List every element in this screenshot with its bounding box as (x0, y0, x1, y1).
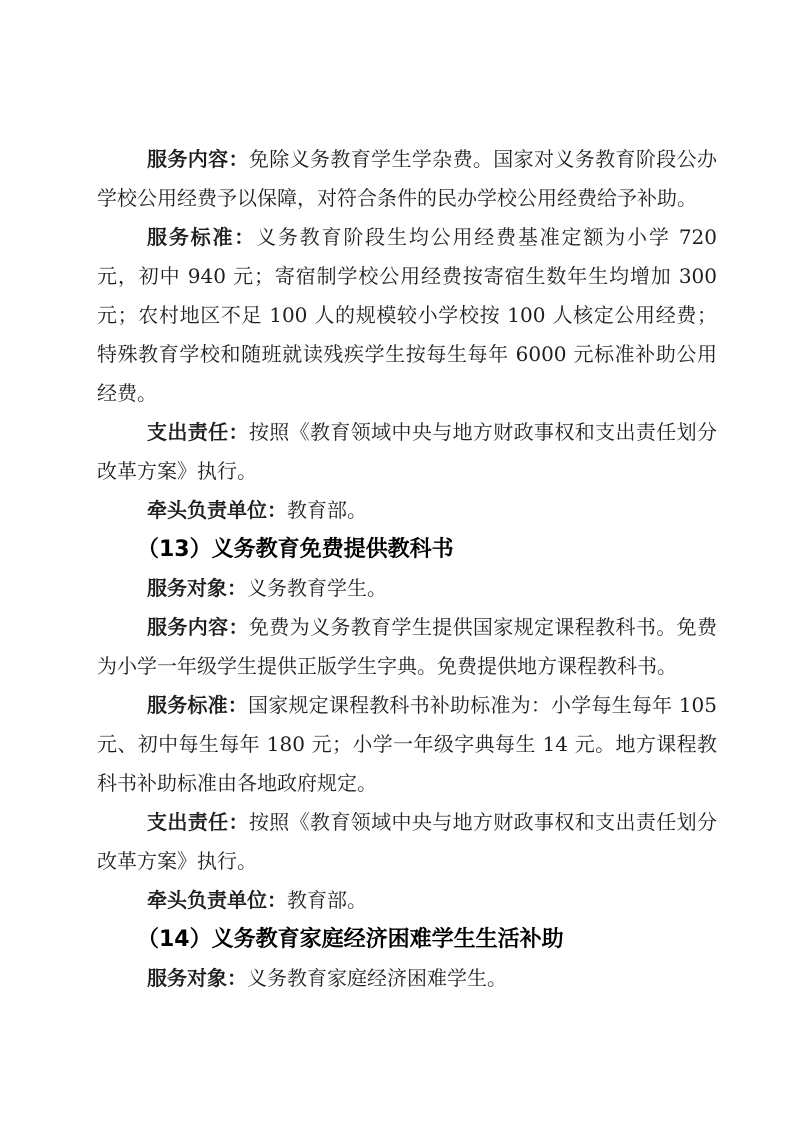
field-text: 免除义务教育学生学杂费。国家对义务教育阶段公办学校公用经费予以保障，对符合条件的民办学校公用经费给予补助。 (97, 147, 718, 210)
field-label: 牵头负责单位： (147, 888, 287, 912)
paragraph-service-content (97, 140, 717, 218)
paragraph-service-standard (97, 686, 717, 803)
field-text: 教育部。 (287, 498, 367, 522)
field-text: 国家规定课程教科书补助标准为：小学每生每年 105 元、初中每生每年 180 元；小学一年级字典每生 14 元。地方课程教科书补助标准由各地政府规定。 (97, 693, 718, 795)
field-label: 服务标准： (147, 693, 249, 717)
field-text: 义务教育学生。 (247, 576, 387, 600)
paragraph-expenditure-responsibility (97, 803, 717, 881)
field-label: 支出责任： (147, 810, 249, 834)
paragraph-lead-unit (97, 491, 717, 530)
field-label: 服务对象： (147, 576, 247, 600)
field-label: 支出责任： (147, 420, 249, 444)
paragraph-service-content (97, 608, 717, 686)
field-text: 义务教育家庭经济困难学生。 (247, 966, 507, 990)
field-label: 服务标准： (147, 225, 257, 249)
section-heading-item-13: （13）义务教育免费提供教科书 (137, 537, 454, 562)
field-text: 教育部。 (287, 888, 367, 912)
document-body (97, 140, 717, 998)
section-heading-item-14: （14）义务教育家庭经济困难学生生活补助 (137, 927, 564, 952)
paragraph-service-standard (97, 218, 717, 413)
field-text: 义务教育阶段生均公用经费基准定额为小学 720 元，初中 940 元；寄宿制学校公用经费按寄宿生数年生均增加 300 元；农村地区不足 100 人的规模较小学校按 100 人核定公用经费；特殊教育学校和随班就读残疾学生按每生每年 6000 元标准补助公用经费。 (97, 225, 717, 405)
field-label: 服务对象： (147, 966, 247, 990)
field-text: 按照《教育领域中央与地方财政事权和支出责任划分改革方案》执行。 (97, 420, 718, 483)
field-label: 服务内容： (147, 147, 249, 171)
field-label: 服务内容： (147, 615, 249, 639)
paragraph-service-target (97, 959, 717, 998)
paragraph-lead-unit (97, 881, 717, 920)
field-text: 免费为义务教育学生提供国家规定课程教科书。免费为小学一年级学生提供正版学生字典。免费提供地方课程教科书。 (97, 615, 718, 678)
paragraph-service-target (97, 569, 717, 608)
field-text: 按照《教育领域中央与地方财政事权和支出责任划分改革方案》执行。 (97, 810, 718, 873)
field-label: 牵头负责单位： (147, 498, 287, 522)
paragraph-expenditure-responsibility (97, 413, 717, 491)
